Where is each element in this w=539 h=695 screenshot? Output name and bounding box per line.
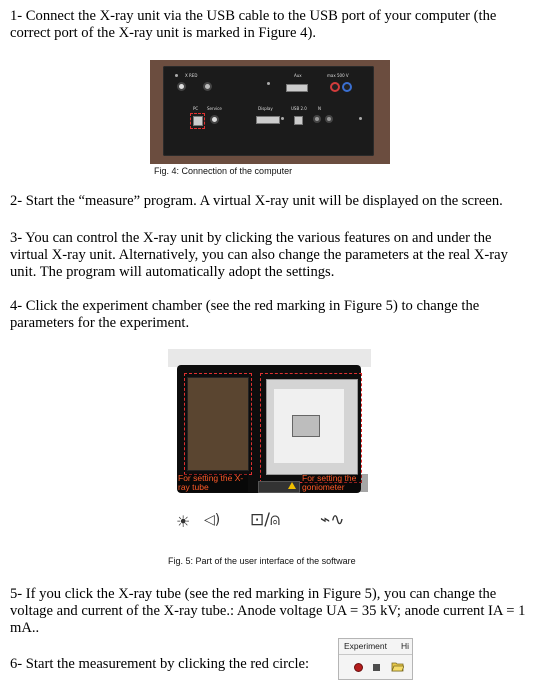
tube-setting-label: For setting the X-ray tube (178, 474, 248, 492)
signal-icon[interactable]: ⌁∿ (320, 510, 345, 530)
n-socket (313, 115, 321, 123)
step-5-text: 5- If you click the X-ray tube (see the red marking in Figure 5), you can change the voltage and current of the X-ray tube.: Anode voltage UA = 35 kV; anode current IA = 1 mA.. (10, 586, 526, 636)
xred-socket (177, 82, 186, 91)
lamp-icon[interactable]: ☀ (176, 512, 191, 531)
step-6-text: 6- Start the measurement by clicking the red circle: (10, 656, 310, 672)
menu-hi[interactable]: Hi (401, 641, 410, 651)
usb-port (294, 116, 303, 125)
chamber-marking (260, 373, 362, 483)
xray-tube-marking (184, 373, 252, 475)
aux-label: Aux (294, 73, 302, 78)
n-socket (325, 115, 333, 123)
indicator-dot (281, 117, 284, 120)
figure-5-software-interface (168, 349, 371, 555)
door-lock-icon[interactable]: ⊡/⍝ (250, 510, 281, 530)
figure-4-caption: Fig. 4: Connection of the computer (154, 166, 293, 176)
indicator-dot (359, 117, 362, 120)
folder-open-icon[interactable] (391, 661, 404, 672)
control-icon-row (168, 510, 371, 532)
display-port (256, 116, 280, 124)
blue-jack (342, 82, 352, 92)
red-jack (330, 82, 340, 92)
speaker-icon[interactable]: ◁) (204, 512, 221, 528)
step-4-text: 4- Click the experiment chamber (see the red marking in Figure 5) to change the parameters for the experiment. (10, 298, 480, 331)
indicator-dot (175, 74, 178, 77)
max-voltage-label: max 500 V (327, 73, 349, 78)
pc-label: PC (193, 106, 199, 111)
xred-label: X RED (185, 73, 198, 78)
step-2-text: 2- Start the “measure” program. A virtual X-ray unit will be displayed on the screen. (10, 193, 503, 209)
menu-experiment[interactable]: Experiment (344, 641, 387, 651)
step-1-text: 1- Connect the X-ray unit via the USB cable to the USB port of your computer (the correct port of the X-ray unit is marked in Figure 4). (10, 8, 497, 41)
stop-button[interactable] (373, 664, 380, 671)
display-label: Display (258, 106, 273, 111)
aux-port (286, 84, 308, 92)
experiment-toolbar (338, 638, 413, 680)
phywe-logo: PHYWE (186, 495, 211, 502)
usb-port-marking (190, 113, 205, 129)
figure-5-caption: Fig. 5: Part of the user interface of the software (168, 556, 356, 566)
indicator-dot (267, 82, 270, 85)
service-label: Service (207, 106, 222, 111)
goniometer-setting-label: For setting the goniometer (302, 474, 368, 492)
usb-label: USB 2.0 (291, 106, 307, 111)
menu-bar (339, 639, 412, 655)
figure-4-connector-panel (150, 60, 390, 164)
connector-panel (163, 66, 374, 156)
service-socket (210, 115, 219, 124)
warning-icon (288, 482, 296, 489)
n-label: N (318, 106, 321, 111)
step-3-text: 3- You can control the X-ray unit by clicking the various features on and under the virtual X-ray unit. Alternatively, you can also change the parameters at the real X-ray unit. The program will automatically adopt the settings. (10, 230, 508, 280)
socket (203, 82, 212, 91)
record-button[interactable] (354, 663, 363, 672)
